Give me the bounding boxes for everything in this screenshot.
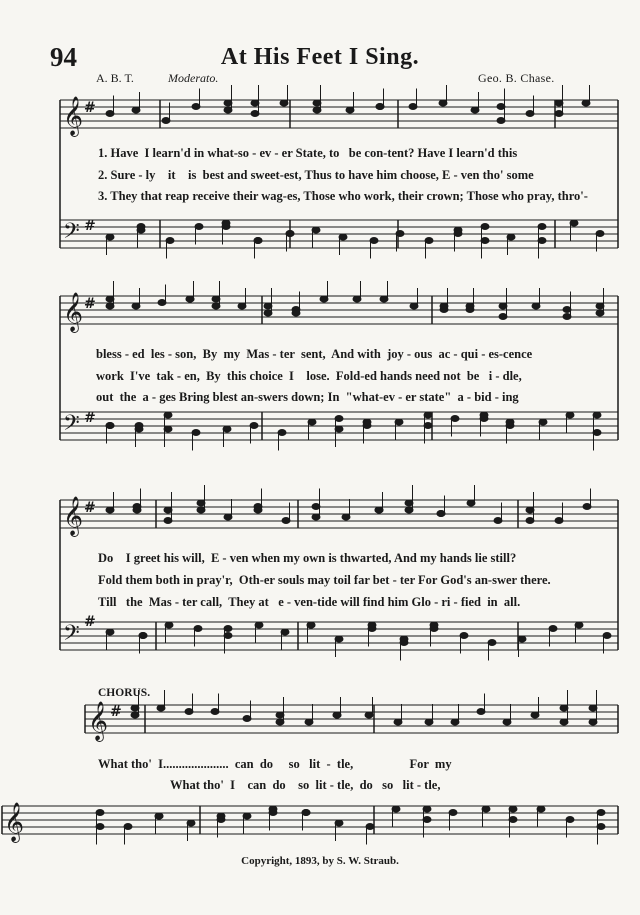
note-head bbox=[532, 303, 540, 309]
note-head bbox=[96, 824, 104, 830]
note-head bbox=[509, 817, 517, 823]
note-head bbox=[439, 100, 447, 106]
note-head bbox=[124, 824, 132, 830]
note-head bbox=[250, 423, 258, 429]
note-head bbox=[335, 416, 343, 422]
note-head bbox=[132, 303, 140, 309]
note-head bbox=[466, 303, 474, 309]
note-head bbox=[555, 518, 563, 524]
note-head bbox=[410, 303, 418, 309]
note-head bbox=[370, 238, 378, 244]
note-head bbox=[157, 705, 165, 711]
svg-text:#: # bbox=[84, 100, 96, 116]
note-head bbox=[363, 419, 371, 425]
note-head bbox=[158, 300, 166, 306]
note-head bbox=[481, 238, 489, 244]
note-head bbox=[499, 303, 507, 309]
note-head bbox=[506, 423, 514, 429]
note-head bbox=[197, 507, 205, 513]
note-head bbox=[194, 626, 202, 632]
note-head bbox=[539, 419, 547, 425]
chorus-lyric-line2: What tho' I can do so lit - tle, do so lit - tle, bbox=[170, 778, 441, 792]
note-head bbox=[589, 705, 597, 711]
note-head bbox=[278, 430, 286, 436]
note-head bbox=[503, 719, 511, 725]
copyright-notice: Copyright, 1893, by S. W. Straub. bbox=[241, 855, 399, 867]
note-head bbox=[106, 234, 114, 240]
note-head bbox=[137, 227, 145, 233]
note-head bbox=[280, 100, 288, 106]
treble-clef-icon: 𝄞 bbox=[88, 701, 109, 741]
note-head bbox=[282, 518, 290, 524]
bass-clef-icon: 𝄢 bbox=[63, 411, 80, 441]
note-head bbox=[440, 303, 448, 309]
system3-verse1: Do I greet his will, E - ven when my own is thwarted, And my hands lie still? bbox=[98, 551, 517, 565]
system3-verse3: Till the Mas - ter call, They at e - ven-tide will find him Glo - ri - fied in all. bbox=[98, 595, 521, 609]
note-head bbox=[566, 412, 574, 418]
note-head bbox=[339, 234, 347, 240]
note-head bbox=[255, 622, 263, 628]
system2-verse1: bless - ed les - son, By my Mas - ter sent, And with joy - ous ac - qui - es-cence bbox=[96, 347, 533, 361]
note-head bbox=[555, 111, 563, 117]
svg-text:#: # bbox=[84, 218, 96, 234]
note-head bbox=[392, 806, 400, 812]
composer-credit: Geo. B. Chase. bbox=[478, 71, 555, 85]
note-head bbox=[538, 238, 546, 244]
note-head bbox=[395, 419, 403, 425]
note-head bbox=[507, 234, 515, 240]
note-head bbox=[307, 622, 315, 628]
note-head bbox=[603, 633, 611, 639]
note-head bbox=[582, 100, 590, 106]
note-head bbox=[353, 296, 361, 302]
note-head bbox=[454, 227, 462, 233]
note-head bbox=[526, 518, 534, 524]
system2-verse3: out the a - ges Bring blest an-swers down; In "what-ev - er state" a - bid - ing bbox=[96, 390, 519, 404]
note-head bbox=[596, 303, 604, 309]
note-head bbox=[132, 107, 140, 113]
note-head bbox=[106, 423, 114, 429]
note-head bbox=[139, 633, 147, 639]
note-head bbox=[424, 412, 432, 418]
note-head bbox=[596, 231, 604, 237]
hymn-title: At His Feet I Sing. bbox=[220, 44, 420, 70]
note-head bbox=[305, 719, 313, 725]
tempo-marking: Moderato. bbox=[168, 71, 219, 85]
note-head bbox=[380, 296, 388, 302]
note-head bbox=[509, 806, 517, 812]
chorus-lyric-line1: What tho' I..................... can do so lit - tle, For my bbox=[98, 757, 452, 771]
note-head bbox=[211, 709, 219, 715]
chorus-lower-staff bbox=[2, 806, 618, 834]
note-head bbox=[312, 227, 320, 233]
system1-verse1: 1. Have I learn'd in what-so - ev - er State, to be con-tent? Have I learn'd this bbox=[98, 146, 518, 160]
note-head bbox=[376, 104, 384, 110]
note-head bbox=[269, 806, 277, 812]
note-head bbox=[197, 500, 205, 506]
system2-verse2: work I've tak - en, By this choice I lose. Fold-ed hands need not be i - dle, bbox=[96, 369, 522, 383]
note-head bbox=[164, 426, 172, 432]
page-number: 94 bbox=[50, 42, 77, 72]
svg-text:#: # bbox=[84, 296, 96, 312]
note-head bbox=[396, 231, 404, 237]
note-head bbox=[526, 507, 534, 513]
note-head bbox=[106, 507, 114, 513]
note-head bbox=[563, 314, 571, 320]
note-head bbox=[251, 111, 259, 117]
note-head bbox=[423, 806, 431, 812]
note-head bbox=[424, 423, 432, 429]
note-head bbox=[251, 100, 259, 106]
treble-clef-icon: 𝄞 bbox=[63, 292, 84, 332]
note-head bbox=[106, 629, 114, 635]
note-head bbox=[187, 820, 195, 826]
note-head bbox=[185, 709, 193, 715]
note-head bbox=[186, 296, 194, 302]
note-head bbox=[276, 712, 284, 718]
note-head bbox=[254, 238, 262, 244]
note-head bbox=[308, 419, 316, 425]
note-head bbox=[583, 504, 591, 510]
treble-clef-icon: 𝄞 bbox=[4, 802, 25, 842]
note-head bbox=[593, 430, 601, 436]
note-head bbox=[192, 430, 200, 436]
note-head bbox=[538, 224, 546, 230]
note-head bbox=[292, 307, 300, 313]
note-head bbox=[264, 310, 272, 316]
svg-text:#: # bbox=[84, 500, 96, 516]
note-head bbox=[192, 104, 200, 110]
note-head bbox=[537, 806, 545, 812]
note-head bbox=[560, 719, 568, 725]
note-head bbox=[335, 636, 343, 642]
note-head bbox=[518, 636, 526, 642]
note-head bbox=[449, 810, 457, 816]
note-head bbox=[575, 622, 583, 628]
note-head bbox=[365, 712, 373, 718]
note-head bbox=[342, 514, 350, 520]
note-head bbox=[597, 810, 605, 816]
note-head bbox=[222, 224, 230, 230]
note-head bbox=[224, 107, 232, 113]
system1-verse3: 3. They that reap receive their wag-es, Those who work, their crown; Those who pray, thro'- bbox=[98, 189, 588, 203]
note-head bbox=[566, 817, 574, 823]
note-head bbox=[488, 640, 496, 646]
note-head bbox=[166, 238, 174, 244]
note-head bbox=[302, 810, 310, 816]
note-head bbox=[106, 303, 114, 309]
note-head bbox=[481, 224, 489, 230]
note-head bbox=[238, 303, 246, 309]
note-head bbox=[224, 514, 232, 520]
note-head bbox=[497, 118, 505, 124]
note-head bbox=[224, 626, 232, 632]
note-head bbox=[589, 719, 597, 725]
clefs bbox=[4, 96, 122, 843]
note-head bbox=[212, 296, 220, 302]
note-head bbox=[96, 810, 104, 816]
bass-clef-icon: 𝄢 bbox=[63, 219, 80, 249]
note-head bbox=[597, 824, 605, 830]
system3-verse2: Fold them both in pray'r, Oth-er souls may toil far bet - ter For God's an-swer there. bbox=[98, 573, 551, 587]
note-head bbox=[482, 806, 490, 812]
note-head bbox=[477, 709, 485, 715]
note-head bbox=[164, 507, 172, 513]
note-head bbox=[425, 238, 433, 244]
note-head bbox=[223, 426, 231, 432]
note-head bbox=[133, 504, 141, 510]
note-head bbox=[224, 100, 232, 106]
note-head bbox=[281, 629, 289, 635]
note-head bbox=[346, 107, 354, 113]
note-head bbox=[312, 504, 320, 510]
note-head bbox=[212, 303, 220, 309]
note-head bbox=[366, 824, 374, 830]
note-head bbox=[106, 111, 114, 117]
note-head bbox=[531, 712, 539, 718]
note-head bbox=[549, 626, 557, 632]
note-head bbox=[437, 511, 445, 517]
note-head bbox=[467, 500, 475, 506]
note-head bbox=[164, 518, 172, 524]
note-head bbox=[164, 412, 172, 418]
note-head bbox=[131, 705, 139, 711]
note-head bbox=[224, 633, 232, 639]
note-head bbox=[394, 719, 402, 725]
system3-treble-staff bbox=[60, 500, 618, 528]
note-head bbox=[217, 817, 225, 823]
note-head bbox=[162, 118, 170, 124]
note-head bbox=[165, 622, 173, 628]
system2-treble-staff bbox=[60, 296, 618, 324]
note-head bbox=[264, 303, 272, 309]
note-head bbox=[596, 310, 604, 316]
note-head bbox=[131, 712, 139, 718]
note-head bbox=[430, 626, 438, 632]
note-head bbox=[254, 507, 262, 513]
note-head bbox=[555, 100, 563, 106]
note-head bbox=[106, 296, 114, 302]
note-head bbox=[243, 716, 251, 722]
parts-label: A. B. T. bbox=[96, 71, 134, 85]
note-head bbox=[375, 507, 383, 513]
note-head bbox=[460, 633, 468, 639]
note-head bbox=[195, 224, 203, 230]
note-head bbox=[451, 719, 459, 725]
note-head bbox=[333, 712, 341, 718]
note-head bbox=[560, 705, 568, 711]
treble-clef-icon: 𝄞 bbox=[63, 96, 84, 136]
note-head bbox=[497, 104, 505, 110]
system1-verse2: 2. Sure - ly it is best and sweet-est, Thus to have him choose, E - ven tho' some bbox=[98, 168, 534, 182]
note-head bbox=[155, 813, 163, 819]
note-head bbox=[243, 813, 251, 819]
note-head bbox=[563, 307, 571, 313]
svg-text:#: # bbox=[84, 410, 96, 426]
note-head bbox=[499, 314, 507, 320]
chorus-label: CHORUS. bbox=[98, 687, 151, 699]
note-head bbox=[480, 412, 488, 418]
note-head bbox=[335, 820, 343, 826]
note-head bbox=[320, 296, 328, 302]
note-head bbox=[409, 104, 417, 110]
note-head bbox=[400, 636, 408, 642]
note-head bbox=[451, 416, 459, 422]
note-head bbox=[313, 100, 321, 106]
note-head bbox=[313, 107, 321, 113]
note-head bbox=[405, 500, 413, 506]
note-head bbox=[494, 518, 502, 524]
svg-text:#: # bbox=[110, 704, 122, 720]
note-head bbox=[135, 423, 143, 429]
note-head bbox=[286, 231, 294, 237]
note-head bbox=[368, 622, 376, 628]
note-head bbox=[335, 426, 343, 432]
note-head bbox=[423, 817, 431, 823]
treble-clef-icon: 𝄞 bbox=[63, 496, 84, 536]
note-head bbox=[526, 111, 534, 117]
note-head bbox=[593, 412, 601, 418]
note-head bbox=[276, 719, 284, 725]
svg-text:#: # bbox=[84, 614, 96, 630]
note-head bbox=[425, 719, 433, 725]
note-head bbox=[405, 507, 413, 513]
note-head bbox=[312, 514, 320, 520]
note-head bbox=[570, 220, 578, 226]
note-head bbox=[471, 107, 479, 113]
bass-clef-icon: 𝄢 bbox=[63, 621, 80, 651]
